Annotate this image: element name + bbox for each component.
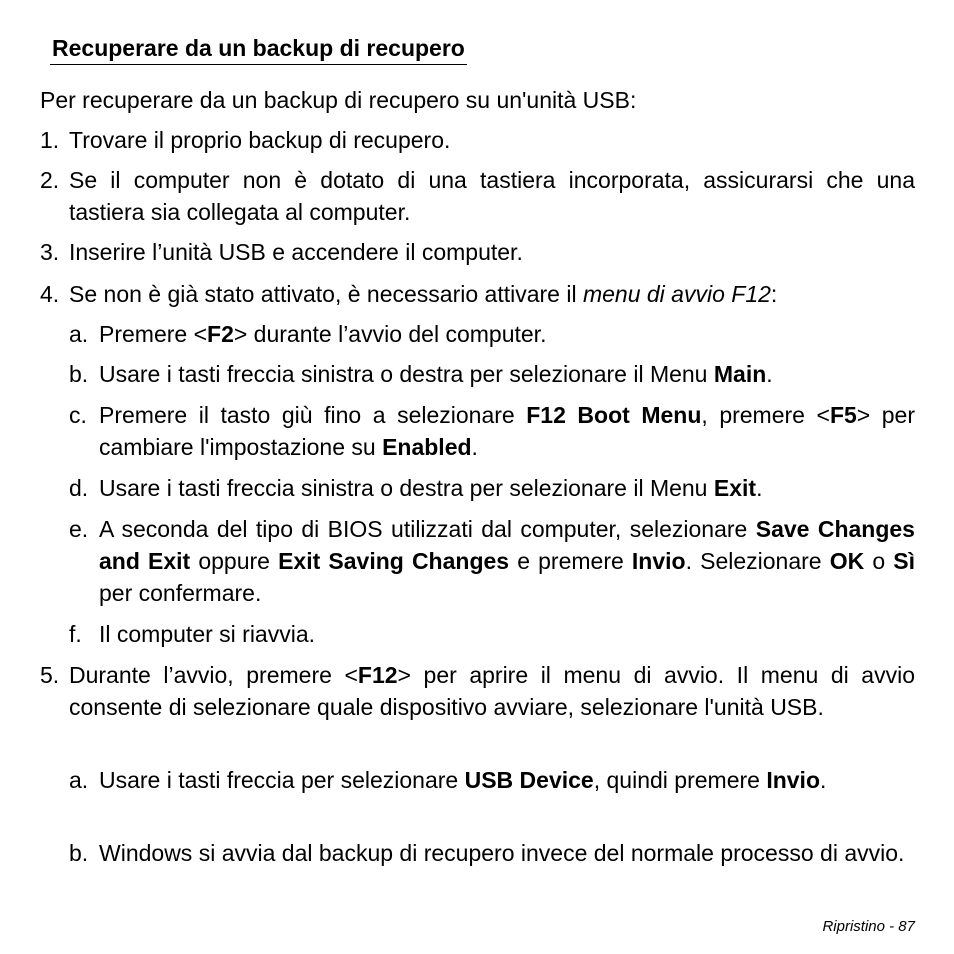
step-text: Trovare il proprio backup di recupero.	[69, 127, 451, 153]
step-text: Inserire l’unità USB e accendere il computer.	[69, 239, 523, 265]
menu-name: Main	[713, 361, 767, 387]
step-number: 2.	[40, 167, 60, 193]
step-number: 4.	[40, 281, 60, 307]
step-number: 1.	[40, 127, 60, 153]
key-name: F2	[207, 321, 234, 347]
substep-text: Windows si avvia dal backup di recupero invece del normale processo di avvio.	[99, 840, 905, 866]
substep-letter: c.	[69, 402, 87, 428]
option-name: F12 Boot Menu	[526, 402, 702, 428]
step-number: 3.	[40, 239, 60, 265]
step-text: Durante l’avvio, premere <F12> per aprire il menu di avvio. Il menu di avvio consente di selezionare quale dispositivo avviare, selezionare l'unità USB.	[69, 662, 915, 720]
substep-text: Il computer si riavvia.	[99, 621, 316, 647]
step-text: Se non è già stato attivato, è necessario attivare il menu di avvio F12:	[69, 281, 778, 307]
step-number: 5.	[40, 662, 60, 688]
step-3	[40, 236, 915, 268]
setting-value: Enabled	[382, 434, 472, 460]
substep-text: Usare i tasti freccia sinistra o destra per selezionare il Menu Exit.	[99, 475, 763, 501]
option-name: USB Device	[464, 767, 594, 793]
option-name: Exit Saving Changes	[278, 548, 510, 574]
intro-paragraph: Per recuperare da un backup di recupero su un'unità USB:	[40, 87, 637, 113]
step-1	[40, 124, 915, 156]
step-text: Se il computer non è dotato di una tastiera incorporata, assicurarsi che una tastiera sia collegata al computer.	[69, 167, 915, 225]
key-name: Invio	[631, 548, 686, 574]
substep-text: Premere il tasto giù fino a selezionare F12 Boot Menu, premere <F5> per cambiare l'impostazione su Enabled.	[99, 402, 915, 460]
step-2	[40, 164, 915, 228]
substep-5b	[69, 837, 915, 869]
substep-letter: f.	[69, 621, 82, 647]
substep-4c	[69, 399, 915, 463]
option-name: Sì	[893, 548, 916, 574]
page-footer: Ripristino - 87	[822, 918, 915, 935]
substep-letter: a.	[69, 767, 89, 793]
step-5	[40, 659, 915, 723]
step-4	[40, 278, 915, 310]
substep-letter: b.	[69, 840, 89, 866]
option-name: OK	[829, 548, 865, 574]
substep-4a	[69, 318, 915, 350]
key-name: Invio	[766, 767, 820, 793]
substep-text: Usare i tasti freccia per selezionare USB Device, quindi premere Invio.	[99, 767, 827, 793]
key-name: F12	[357, 662, 398, 688]
substep-letter: b.	[69, 361, 89, 387]
menu-reference: menu di avvio F12	[582, 281, 771, 307]
option-name: Save Changes and Exit	[99, 516, 915, 574]
substep-text: A seconda del tipo di BIOS utilizzati dal computer, selezionare Save Changes and Exit oppure Exit Saving Changes e premere Invio. Selezionare OK o Sì per confermare.	[99, 516, 916, 606]
menu-name: Exit	[713, 475, 757, 501]
substep-letter: e.	[69, 516, 89, 542]
substep-5a	[69, 764, 915, 796]
substep-4d	[69, 472, 915, 504]
substep-text: Premere <F2> durante l’avvio del computer.	[99, 321, 547, 347]
substep-letter: a.	[69, 321, 89, 347]
substep-4f	[69, 618, 915, 650]
substep-4b	[69, 358, 915, 390]
substep-letter: d.	[69, 475, 89, 501]
substep-text: Usare i tasti freccia sinistra o destra per selezionare il Menu Main.	[99, 361, 773, 387]
section-heading: Recuperare da un backup di recupero	[50, 33, 467, 65]
substep-4e	[69, 513, 915, 609]
key-name: F5	[829, 402, 857, 428]
